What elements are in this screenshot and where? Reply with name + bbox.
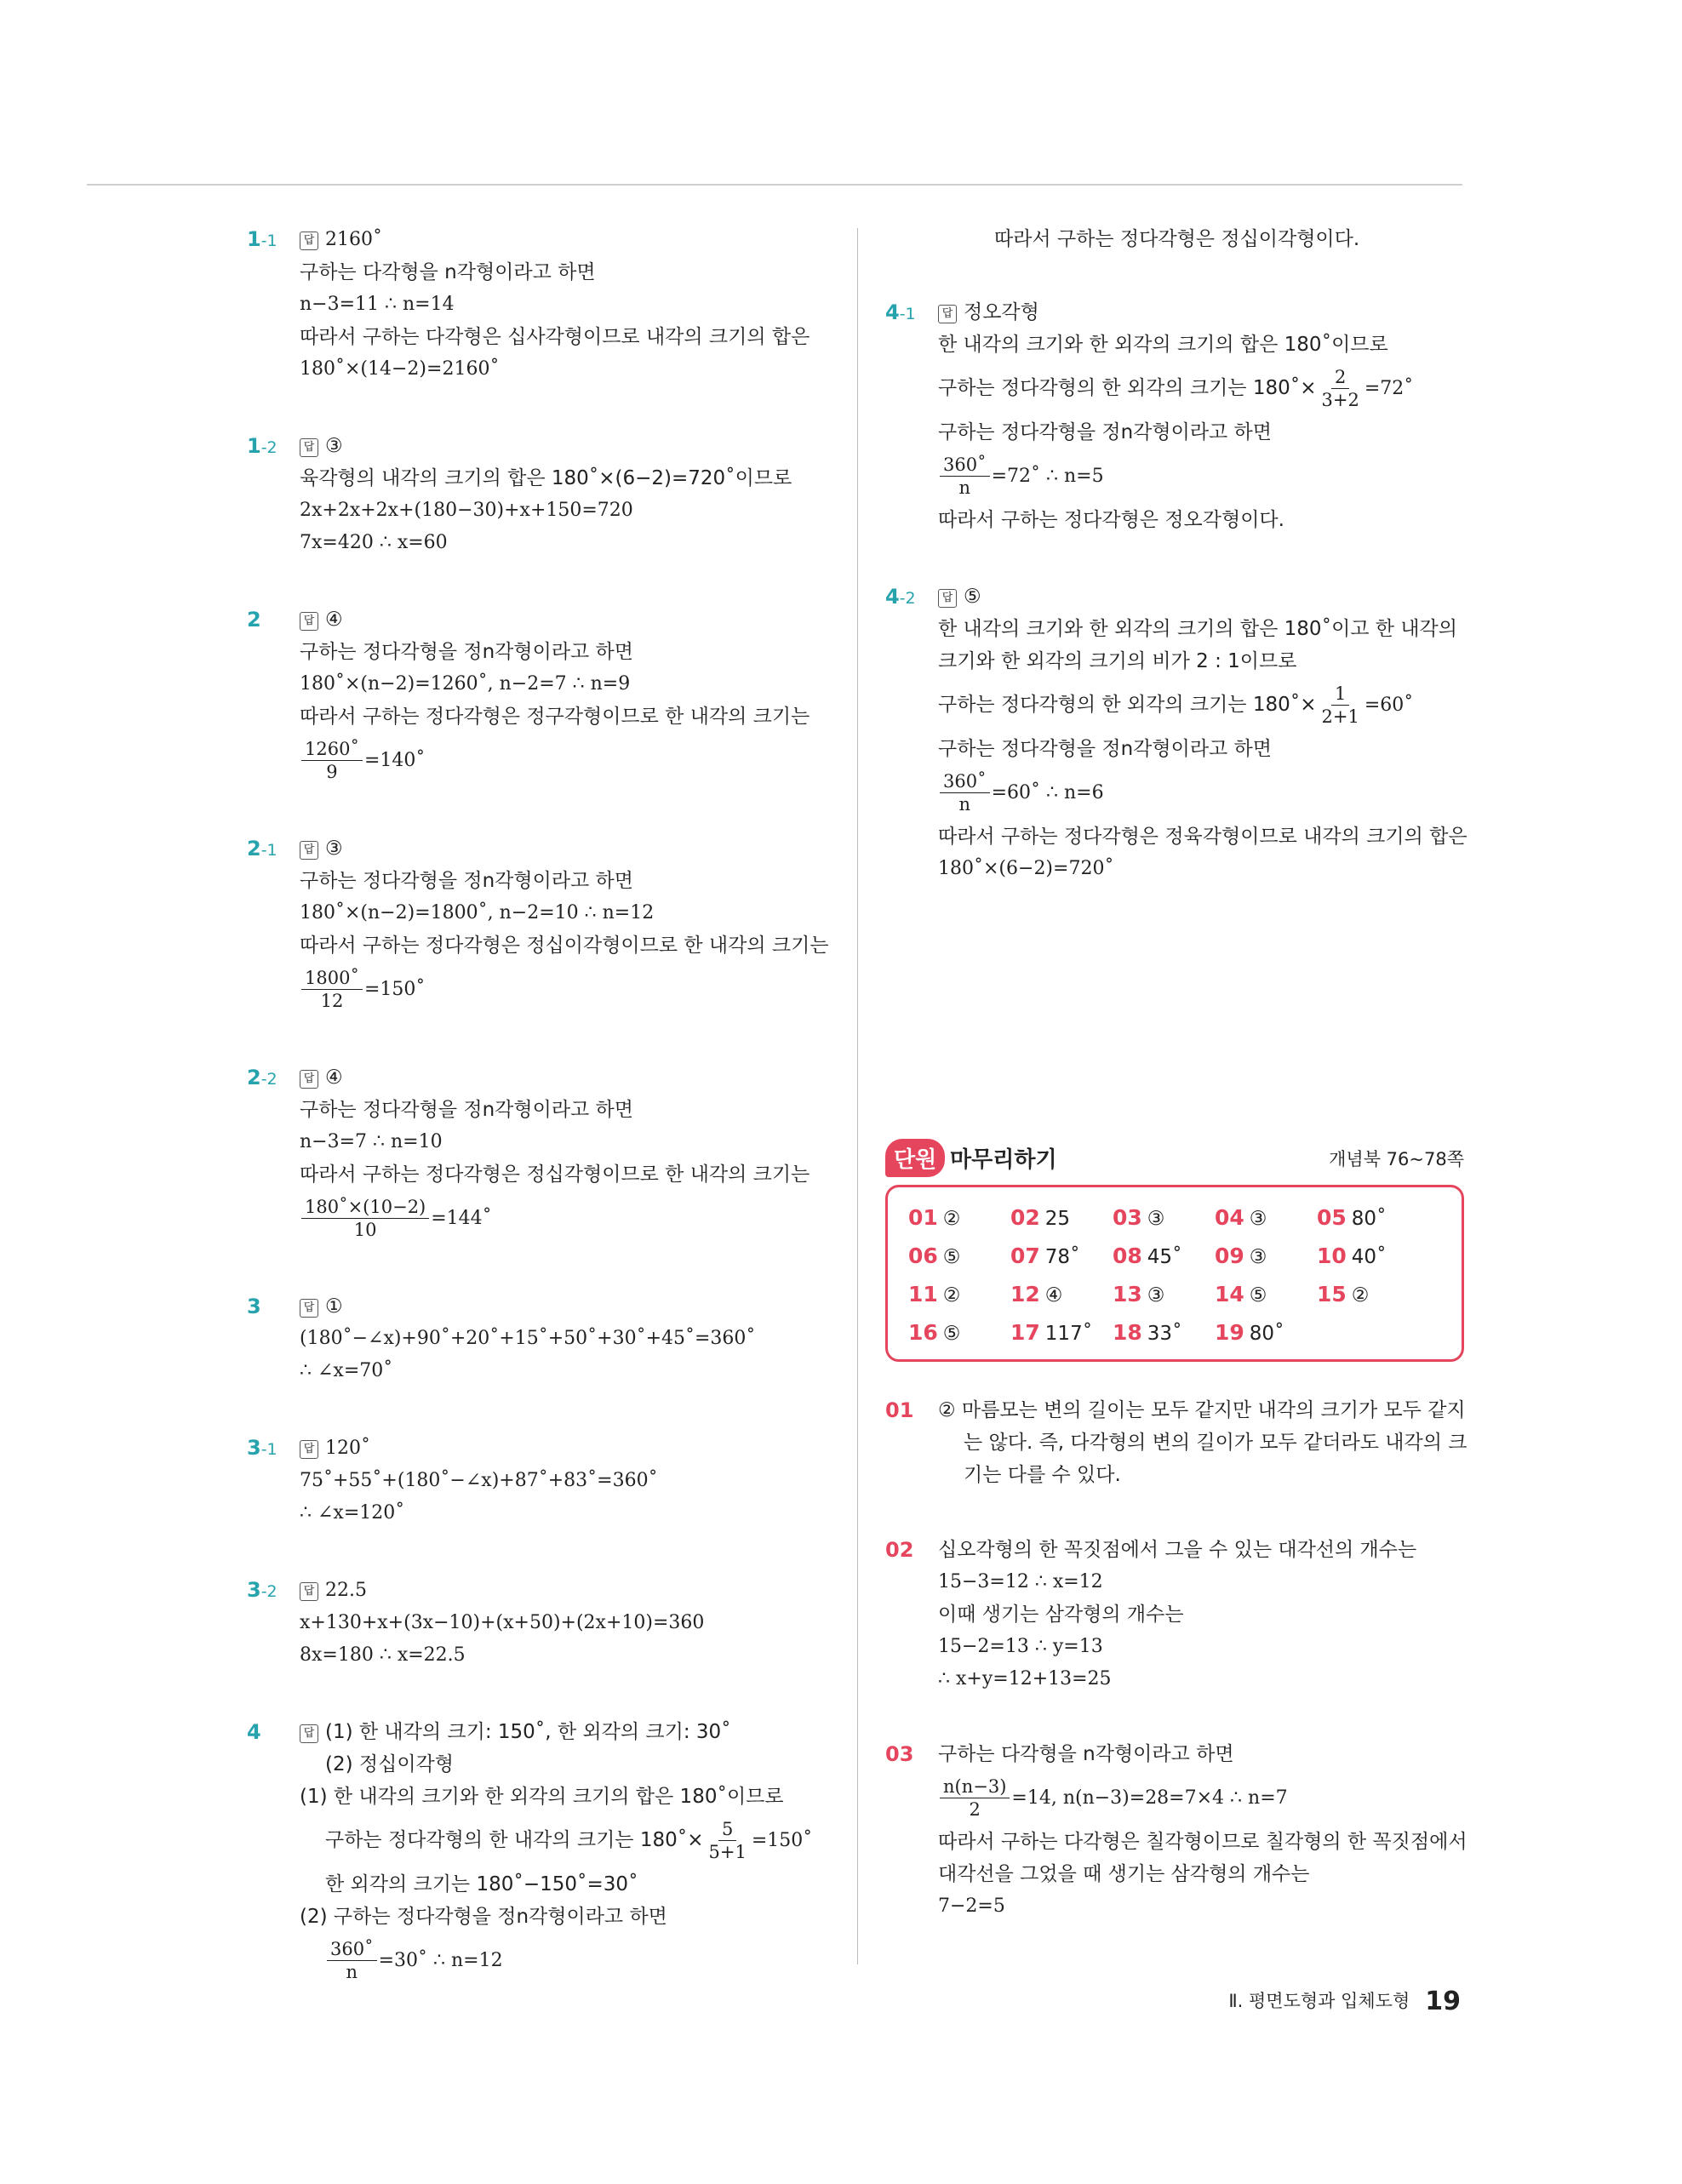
unit-review-header	[885, 1134, 1464, 1185]
answer-mark-icon: 답	[938, 305, 957, 323]
problem-number: 2-1	[247, 837, 277, 860]
problem-number: 01	[885, 1398, 914, 1422]
answer-cell-number: 08	[1113, 1244, 1142, 1268]
answer-cell	[1010, 1239, 1113, 1274]
answer-cell	[1317, 1201, 1419, 1236]
solution-line: 따라서 구하는 다각형은 칠각형이므로 칠각형의 한 꼭짓점에서	[938, 1831, 1467, 1853]
answer-cell	[1215, 1316, 1317, 1351]
answer-cell-number: 03	[1113, 1205, 1142, 1230]
answer-cell	[1010, 1316, 1113, 1351]
solution-line: 한 외각의 크기는 180˚−150˚=30˚	[325, 1873, 638, 1895]
problem-number: 2	[247, 608, 261, 632]
answer-cell-number: 06	[908, 1244, 938, 1268]
answer-cell-number: 07	[1010, 1244, 1040, 1268]
answer-cell-value: 33˚	[1147, 1323, 1182, 1345]
answer-cell-value: ④	[1044, 1284, 1063, 1306]
answer-cell-value: ③	[1147, 1284, 1165, 1306]
answer: ③	[325, 435, 343, 457]
fraction: $\frac{1}{2+1}$	[1321, 683, 1359, 727]
problem-number: 4-1	[885, 300, 916, 324]
answer-cell-value: ⑤	[942, 1246, 961, 1268]
answer-cell-number: 05	[1317, 1205, 1347, 1230]
review-03	[885, 1738, 1467, 1923]
answer-mark-icon: 답	[300, 1070, 318, 1089]
answer-mark-icon: 답	[300, 841, 318, 860]
answer-cell-number: 01	[908, 1205, 938, 1230]
answer-cell-number: 19	[1215, 1320, 1244, 1345]
problem-number: 2-2	[247, 1066, 277, 1089]
solution-line: 한 내각의 크기와 한 외각의 크기의 합은 180˚이므로	[938, 334, 1388, 356]
solution-line: 따라서 구하는 정다각형은 정구각형이므로 한 내각의 크기는	[300, 706, 810, 728]
answer-cell-number: 02	[1010, 1205, 1040, 1230]
problem-1-1	[247, 223, 843, 386]
answer-cell-value: 78˚	[1044, 1246, 1080, 1268]
fraction: $\frac{1800˚}{12}$	[301, 967, 363, 1012]
problem-number: 1-1	[247, 227, 277, 251]
solution-line: 육각형의 내각의 크기의 합은 180˚×(6−2)=720˚이므로	[300, 467, 792, 489]
answer-cell-value: ③	[1249, 1246, 1267, 1268]
fraction-line: $\frac{360˚}{n}$ =30˚ ∴ n=12	[300, 1933, 843, 1988]
fraction: $\frac{n(n-3)}{2}$	[940, 1775, 1010, 1821]
fraction: $\frac{1260˚}{9}$	[301, 738, 363, 783]
fraction: $\frac{180˚\times(10-2)}{10}$	[301, 1196, 429, 1241]
solution-line: 7−2=5	[938, 1895, 1005, 1917]
answer: (1) 한 내각의 크기: 150˚, 한 외각의 크기: 30˚	[325, 1721, 731, 1743]
answer-cell	[1317, 1278, 1419, 1312]
answer-cell-number: 13	[1113, 1282, 1142, 1306]
answer-mark-icon: 답	[300, 1582, 318, 1601]
answer-cell	[1317, 1239, 1419, 1274]
answer: ④	[325, 609, 343, 631]
solution-line: 구하는 정다각형을 정n각형이라고 하면	[300, 1099, 633, 1121]
problem-number: 3-1	[247, 1436, 277, 1460]
problem-2-1	[247, 832, 843, 1017]
solution-line: 이때 생기는 삼각형의 개수는	[938, 1604, 1184, 1626]
answer-cell-number: 12	[1010, 1282, 1040, 1306]
solution-line: 대각선을 그었을 때 생기는 삼각형의 개수는	[938, 1863, 1310, 1885]
answer-cell-value: ③	[1147, 1208, 1165, 1230]
solution-line: ② 마름모는 변의 길이는 모두 같지만 내각의 크기가 모두 같지	[938, 1399, 1466, 1421]
solution-line: n−3=7 ∴ n=10	[300, 1131, 443, 1152]
answer-cell-number: 11	[908, 1282, 938, 1306]
answer-cell-number: 15	[1317, 1282, 1347, 1306]
solution-line: 따라서 구하는 정다각형은 정육각형이므로 내각의 크기의 합은	[938, 826, 1467, 848]
answer-cell-number: 18	[1113, 1320, 1142, 1345]
problem-number: 1-2	[247, 434, 277, 458]
answer-cell-value: ②	[942, 1284, 961, 1306]
solution-line: 2x+2x+2x+(180−30)+x+150=720	[300, 500, 633, 521]
problem-number: 4-2	[885, 585, 916, 609]
answer: (2) 정십이각형	[325, 1753, 454, 1775]
problem-number: 3	[247, 1295, 261, 1318]
solution-line: 15−2=13 ∴ y=13	[938, 1636, 1103, 1657]
answer-cell	[1215, 1201, 1317, 1236]
solution-line: 한 내각의 크기와 한 외각의 크기의 합은 180˚이고 한 내각의	[938, 618, 1457, 640]
answer-cell	[1215, 1239, 1317, 1274]
problem-4-2	[885, 580, 1467, 885]
answer-cell-value: ⑤	[1249, 1284, 1267, 1306]
problem-3-2	[247, 1574, 843, 1672]
solution-line: 구하는 정다각형을 정n각형이라고 하면	[938, 738, 1272, 760]
fraction: $\frac{360˚}{n}$	[940, 770, 990, 815]
solution-line: ∴ x+y=12+13=25	[938, 1668, 1112, 1689]
solution-line: 180˚×(n−2)=1800˚, n−2=10 ∴ n=12	[300, 902, 655, 923]
page-footer	[1228, 1987, 1461, 2016]
answer-mark-icon: 답	[300, 1724, 318, 1743]
answer-cell-number: 14	[1215, 1282, 1244, 1306]
answer-cell-value: 80˚	[1249, 1323, 1284, 1345]
problem-number: 02	[885, 1538, 914, 1562]
fraction-line: $\frac{180˚\times(10-2)}{10}$ =144˚	[300, 1191, 843, 1246]
answer-cell	[1215, 1278, 1317, 1312]
solution-line: ∴ ∠x=120˚	[300, 1502, 405, 1524]
answer-cell	[908, 1239, 1010, 1274]
answer-cell	[1010, 1278, 1113, 1312]
answer-cell	[908, 1201, 1010, 1236]
solution-line: 15−3=12 ∴ x=12	[938, 1571, 1103, 1592]
review-02	[885, 1534, 1464, 1695]
solution-line: 따라서 구하는 다각형은 십사각형이므로 내각의 크기의 합은	[300, 326, 810, 348]
answer-cell	[1113, 1278, 1215, 1312]
solution-line: 따라서 구하는 정다각형은 정십이각형이다.	[994, 228, 1360, 250]
answer-cell-number: 16	[908, 1320, 938, 1345]
answer-grid	[885, 1185, 1464, 1362]
continuation	[885, 223, 1464, 255]
answer: ①	[325, 1295, 343, 1318]
answer-cell-number: 09	[1215, 1244, 1244, 1268]
fraction-line: $\frac{360˚}{n}$ =60˚ ∴ n=6	[938, 765, 1464, 820]
fraction: $\frac{360˚}{n}$	[940, 454, 990, 499]
answer-cell-number: 10	[1317, 1244, 1347, 1268]
review-01	[885, 1394, 1467, 1491]
answer-cell-number: 04	[1215, 1205, 1244, 1230]
answer: 정오각형	[964, 301, 1039, 323]
solution-line: 따라서 구하는 정다각형은 정십이각형이므로 한 내각의 크기는	[300, 935, 829, 957]
problem-1-2	[247, 430, 843, 559]
fraction-line: $\frac{1260˚}{9}$ =140˚	[300, 733, 843, 788]
answer-mark-icon: 답	[300, 612, 318, 631]
solution-line: 따라서 구하는 정다각형은 정십각형이므로 한 내각의 크기는	[300, 1163, 810, 1186]
problem-number: 03	[885, 1742, 914, 1766]
fraction: $\frac{360˚}{n}$	[327, 1938, 377, 1983]
unit-badge: 단원	[885, 1139, 945, 1177]
fraction-line: $\frac{n(n-3)}{2}$ =14, n(n−3)=28=7×4 ∴ n=7	[938, 1770, 1464, 1826]
problem-number: 4	[247, 1720, 261, 1744]
answer-cell	[1113, 1201, 1215, 1236]
solution-line: (1) 한 내각의 크기와 한 외각의 크기의 합은 180˚이므로	[300, 1786, 784, 1808]
answer-cell-value: 80˚	[1351, 1208, 1387, 1230]
fraction-line: 구하는 정다각형의 한 외각의 크기는 180˚× $\frac{1}{2+1}$ =60˚	[938, 683, 1414, 727]
answer-cell-value: 45˚	[1147, 1246, 1182, 1268]
problem-4-1	[885, 296, 1464, 536]
problem-2	[247, 603, 843, 788]
solution-line: 는 않다. 즉, 다각형의 변의 길이가 모두 같더라도 내각의 크	[964, 1432, 1467, 1454]
answer-mark-icon: 답	[300, 1440, 318, 1459]
blank-space	[885, 929, 1464, 1134]
left-column	[247, 223, 843, 2032]
answer: ③	[325, 838, 343, 860]
right-column	[885, 223, 1467, 1967]
column-divider	[857, 228, 858, 1964]
answer-cell	[908, 1278, 1010, 1312]
answer-cell	[908, 1316, 1010, 1351]
solution-line: (180˚−∠x)+90˚+20˚+15˚+50˚+30˚+45˚=360˚	[300, 1328, 756, 1349]
answer-mark-icon: 답	[938, 589, 957, 608]
solution-line: 구하는 다각형을 n각형이라고 하면	[938, 1743, 1234, 1765]
solution-line: 구하는 다각형을 n각형이라고 하면	[300, 261, 596, 283]
problem-2-2	[247, 1061, 843, 1246]
solution-line: ∴ ∠x=70˚	[300, 1360, 393, 1381]
chapter-title: Ⅱ. 평면도형과 입체도형	[1228, 1991, 1410, 2011]
solution-line: 따라서 구하는 정다각형은 정오각형이다.	[938, 509, 1284, 531]
solution-line: 크기와 한 외각의 크기의 비가 2 : 1이므로	[938, 650, 1297, 672]
answer: 2160˚	[325, 229, 382, 250]
answer: 120˚	[325, 1438, 370, 1459]
solution-line: 7x=420 ∴ x=60	[300, 532, 448, 553]
problem-3-1	[247, 1432, 843, 1529]
answer: 22.5	[325, 1580, 367, 1601]
answer-cell-value: 117˚	[1044, 1323, 1093, 1345]
answer: ⑤	[964, 586, 981, 608]
fraction-line: 구하는 정다각형의 한 외각의 크기는 180˚× $\frac{2}{3+2}$ =72˚	[938, 367, 1414, 410]
answer-cell	[1010, 1201, 1113, 1236]
answer-cell-value: ③	[1249, 1208, 1267, 1230]
solution-line: 180˚×(n−2)=1260˚, n−2=7 ∴ n=9	[300, 673, 631, 695]
solution-line: 180˚×(14−2)=2160˚	[300, 358, 500, 380]
problem-3	[247, 1290, 843, 1387]
solution-line: 구하는 정다각형을 정n각형이라고 하면	[300, 870, 633, 892]
answer-mark-icon: 답	[300, 438, 318, 457]
answer-cell	[1113, 1239, 1215, 1274]
solution-line: (2) 구하는 정다각형을 정n각형이라고 하면	[300, 1906, 667, 1928]
solution-line: 8x=180 ∴ x=22.5	[300, 1644, 466, 1666]
answer-mark-icon: 답	[300, 232, 318, 250]
solution-line: 십오각형의 한 꼭짓점에서 그을 수 있는 대각선의 개수는	[938, 1539, 1417, 1561]
fraction: $\frac{2}{3+2}$	[1321, 367, 1359, 410]
fraction-line: $\frac{1800˚}{12}$ =150˚	[300, 962, 843, 1017]
answer-cell-value: 40˚	[1351, 1246, 1387, 1268]
solution-line: 180˚×(6−2)=720˚	[938, 858, 1114, 879]
answer: ④	[325, 1066, 343, 1089]
answer-cell	[1113, 1316, 1215, 1351]
solution-line: 75˚+55˚+(180˚−∠x)+87˚+83˚=360˚	[300, 1470, 658, 1491]
solution-line: n−3=11 ∴ n=14	[300, 294, 455, 315]
solution-line: 구하는 정다각형을 정n각형이라고 하면	[300, 641, 633, 663]
answer-cell-value: ⑤	[942, 1323, 961, 1345]
problem-4	[247, 1716, 843, 1988]
answer-cell-value: ②	[942, 1208, 961, 1230]
answer-mark-icon: 답	[300, 1299, 318, 1318]
fraction: $\frac{5}{5+1}$	[708, 1819, 747, 1862]
solution-line: 구하는 정다각형을 정n각형이라고 하면	[938, 421, 1272, 443]
problem-number: 3-2	[247, 1578, 277, 1602]
answer-cell-number: 17	[1010, 1320, 1040, 1345]
answer-cell-value: 25	[1044, 1208, 1071, 1230]
concept-book-reference: 개념북 76~78쪽	[1329, 1149, 1464, 1169]
fraction-line: 구하는 정다각형의 한 내각의 크기는 180˚× $\frac{5}{5+1}$ =150˚	[325, 1819, 813, 1862]
unit-title: 마무리하기	[950, 1147, 1057, 1173]
page-number: 19	[1425, 1987, 1461, 2016]
solution-line: 기는 다를 수 있다.	[964, 1464, 1121, 1486]
top-rule	[87, 184, 1462, 186]
fraction-line: $\frac{360˚}{n}$ =72˚ ∴ n=5	[938, 449, 1464, 504]
solution-line: x+130+x+(3x−10)+(x+50)+(2x+10)=360	[300, 1612, 705, 1633]
answer-cell-value: ②	[1351, 1284, 1370, 1306]
